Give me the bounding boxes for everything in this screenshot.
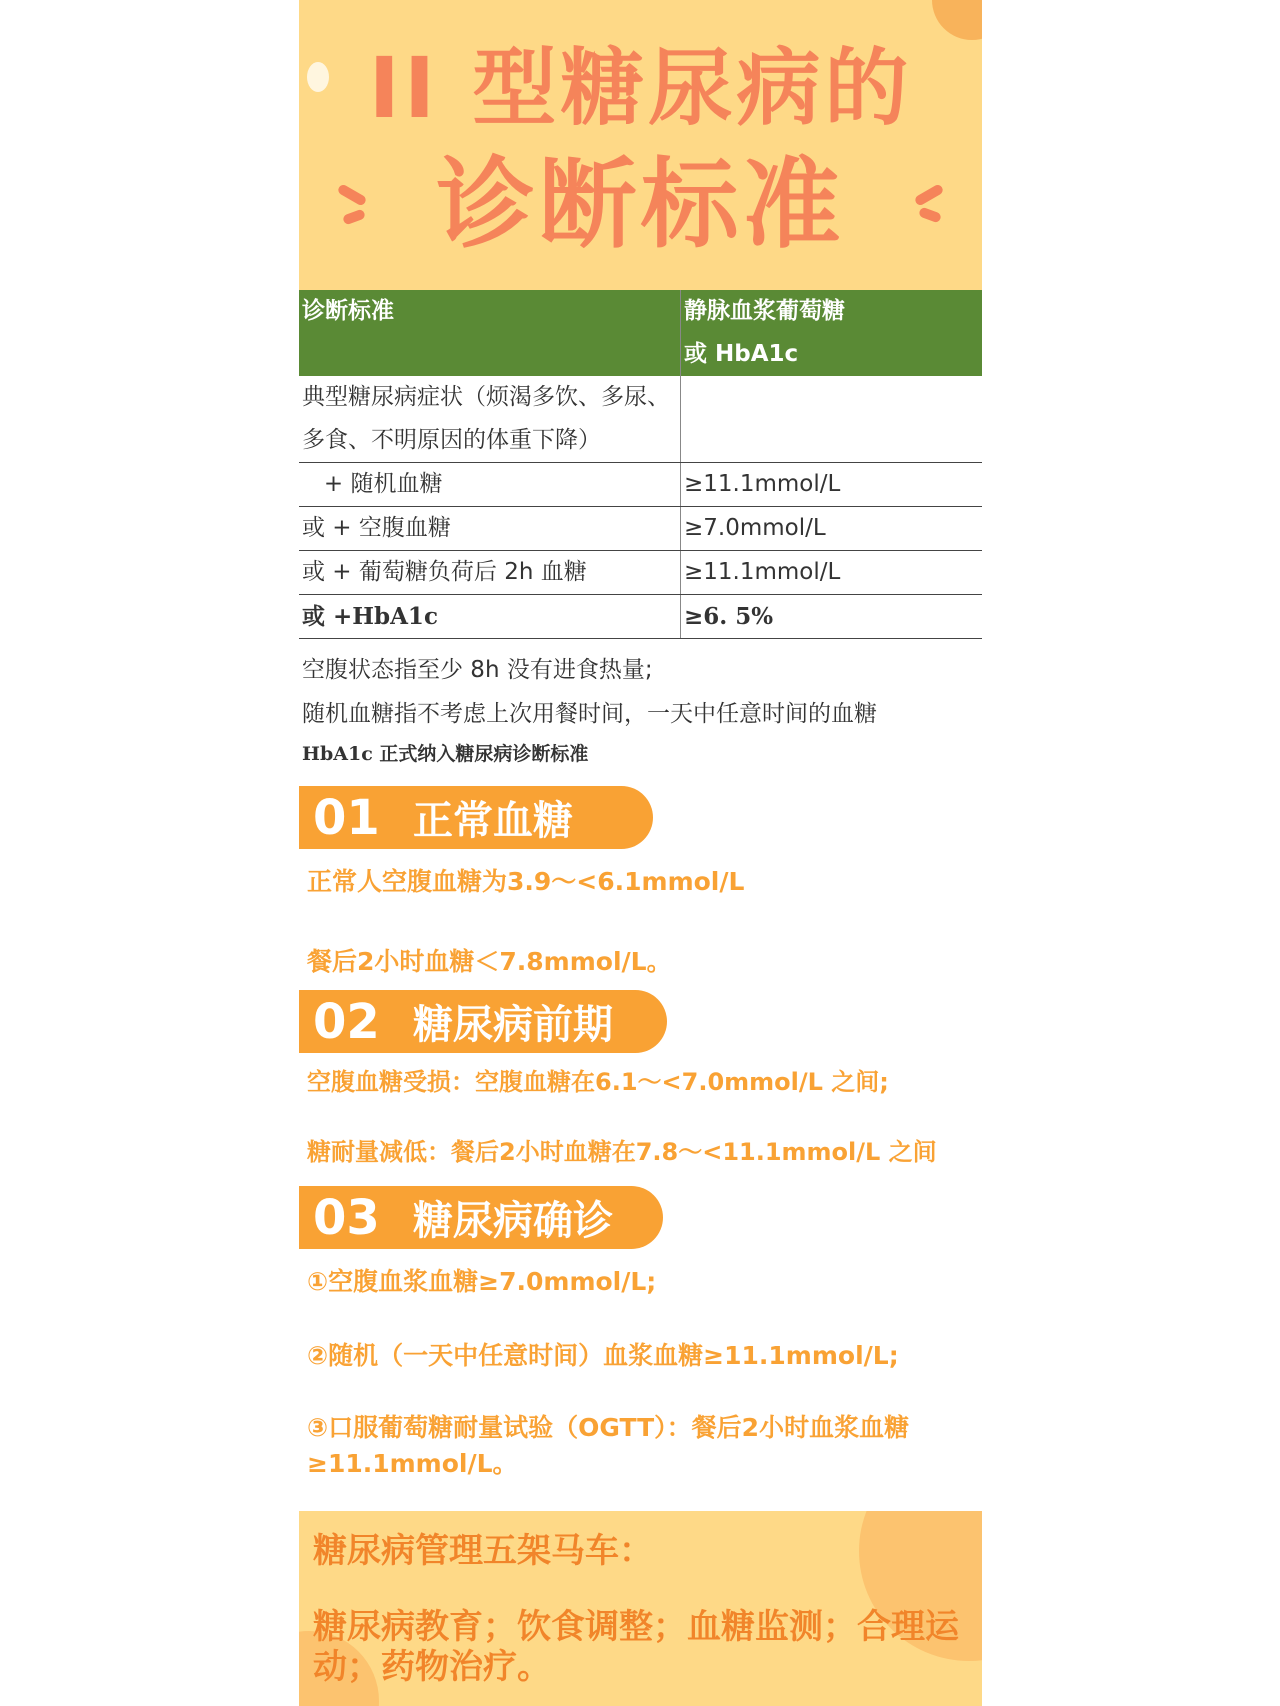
table-row	[299, 376, 982, 463]
table-row	[299, 463, 982, 507]
footer-body: 糖尿病教育；饮食调整；血糖监测；合理运动；药物治疗。	[313, 1607, 959, 1687]
table-row	[299, 551, 982, 595]
section-03-line: ③口服葡萄糖耐量试验（OGTT）：餐后2小时血浆血糖≥11.1mmol/L。	[307, 1413, 910, 1478]
table-header-row	[299, 290, 982, 376]
table-notes	[302, 648, 982, 772]
table-cell	[681, 376, 983, 463]
section-number: 01	[313, 789, 380, 846]
header-banner	[299, 0, 982, 290]
section-banner-03	[299, 1186, 663, 1249]
section-02-line: 空腹血糖受损：空腹血糖在6.1～<7.0mmol/L 之间;	[307, 1068, 889, 1096]
table-cell: ≥11.1mmol/L	[681, 463, 983, 507]
infographic-card	[299, 0, 982, 1706]
page-title-line1: II 型糖尿病的	[368, 39, 913, 137]
section-title: 正常血糖	[413, 798, 573, 844]
note-line: 空腹状态指至少 8h 没有进食热量;	[302, 657, 653, 683]
criteria-table	[299, 290, 982, 639]
table-header-cell	[681, 290, 983, 376]
page-title-line2: 诊断标准	[436, 148, 845, 262]
table-cell: ≥6. 5%	[681, 595, 983, 639]
section-banner-01	[299, 786, 653, 849]
section-number: 02	[313, 993, 380, 1050]
section-03-line: ①空腹血浆血糖≥7.0mmol/L;	[307, 1267, 657, 1296]
section-title: 糖尿病确诊	[413, 1198, 613, 1244]
table-cell: 或 +HbA1c	[299, 595, 681, 639]
note-line: 随机血糖指不考虑上次用餐时间，一天中任意时间的血糖	[302, 701, 877, 727]
footer-heading: 糖尿病管理五架马车：	[313, 1531, 653, 1571]
table-cell: 或 + 葡萄糖负荷后 2h 血糖	[299, 551, 681, 595]
section-title: 糖尿病前期	[413, 1002, 613, 1048]
table-cell: 或 + 空腹血糖	[299, 507, 681, 551]
section-01-line: 餐后2小时血糖＜7.8mmol/L。	[307, 947, 672, 976]
section-01-line: 正常人空腹血糖为3.9～<6.1mmol/L	[307, 867, 745, 896]
section-02-line: 糖耐量减低：餐后2小时血糖在7.8～<11.1mmol/L 之间	[307, 1138, 937, 1166]
table-header-cell-text: 静脉血浆葡萄糖 或 HbA1c	[684, 298, 845, 367]
section-03-line: ②随机（一天中任意时间）血浆血糖≥11.1mmol/L;	[307, 1341, 899, 1370]
table-cell: 典型糖尿病症状（烦渴多饮、多尿、多食、不明原因的体重下降）	[299, 376, 681, 463]
table-cell: + 随机血糖	[299, 463, 681, 507]
section-number: 03	[313, 1189, 380, 1246]
table-row	[299, 507, 982, 551]
table-header-cell: 诊断标准	[299, 290, 681, 376]
note-line: HbA1c 正式纳入糖尿病诊断标准	[302, 743, 589, 765]
table-cell: ≥11.1mmol/L	[681, 551, 983, 595]
table-cell: ≥7.0mmol/L	[681, 507, 983, 551]
footer-panel	[299, 1511, 982, 1706]
decorative-blob	[932, 0, 982, 40]
section-banner-02	[299, 990, 667, 1053]
table-row	[299, 595, 982, 639]
